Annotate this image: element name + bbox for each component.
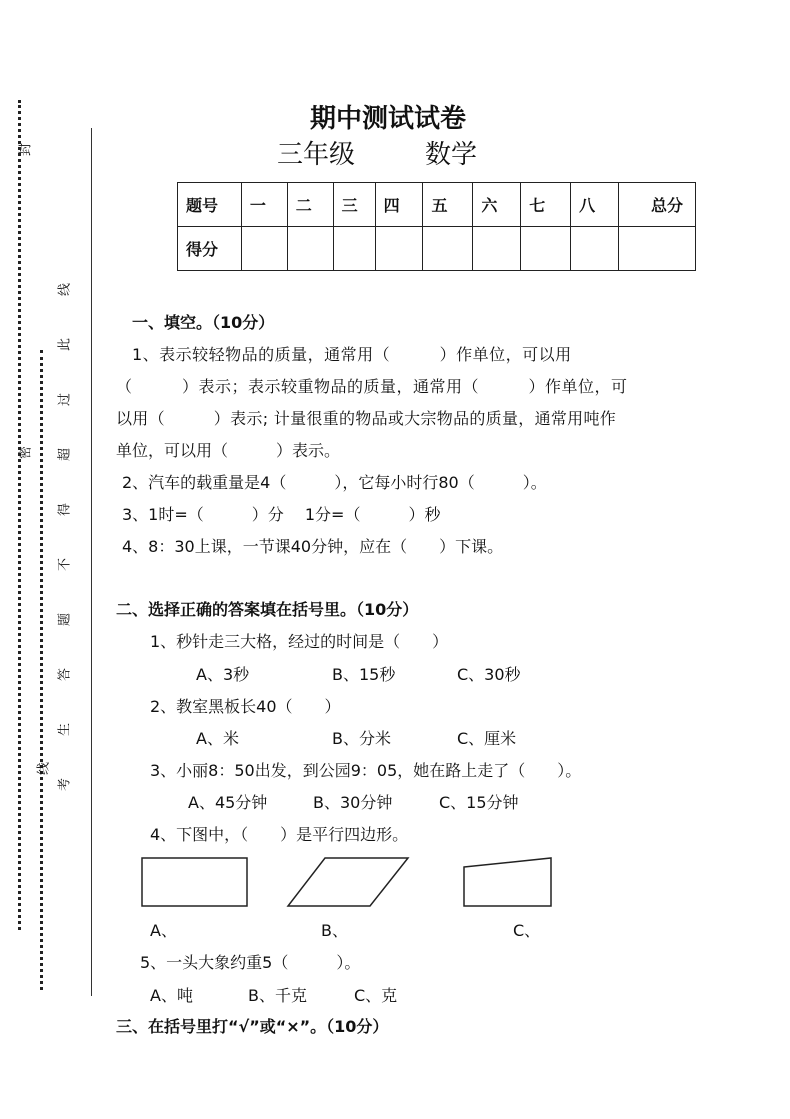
section2-q1-option-b: B、15秒 [332, 665, 396, 684]
score-blank-2[interactable] [287, 227, 333, 271]
section1-line-1: 1、表示较轻物品的质量，通常用（ ）作单位，可以用 [132, 345, 572, 364]
section1-line-6: 3、1时=（ ）分 1分=（ ）秒 [122, 505, 441, 524]
margin-char-4: 超 [57, 448, 73, 462]
margin-char-7: 题 [57, 613, 73, 627]
trapezoid-shape-c [464, 858, 551, 906]
margin-char-2: 此 [57, 338, 73, 352]
score-table-score-row [178, 227, 696, 271]
section2-q2-option-a: A、米 [196, 729, 239, 748]
margin-char-5: 得 [57, 503, 73, 517]
margin-char-feng: 封 [18, 143, 34, 157]
exam-grade: 三年级 [277, 140, 356, 170]
section1-line-7: 4、8：30上课，一节课40分钟，应在（ ）下课。 [122, 537, 504, 556]
score-cell-q4: 四 [375, 183, 423, 227]
section2-q3-option-b: B、30分钟 [313, 793, 393, 812]
margin-char-1: 线 [57, 283, 73, 297]
parallelogram-shape-b [288, 858, 408, 906]
score-blank-total[interactable] [619, 227, 696, 271]
score-cell-q1: 一 [241, 183, 287, 227]
margin-char-xian-middle: 线 [36, 762, 52, 776]
exam-title: 期中测试试卷 [310, 104, 467, 134]
binding-dotted-line-inner [40, 350, 46, 990]
section2-q2-option-b: B、分米 [332, 729, 391, 748]
score-table-header-row [178, 183, 696, 227]
section2-q2-option-c: C、厘米 [457, 729, 517, 748]
rectangle-shape-a [142, 858, 247, 906]
section2-q5-option-c: C、克 [354, 986, 398, 1005]
score-row-label: 得分 [178, 227, 242, 271]
q4-label-a: A、 [150, 921, 177, 940]
score-blank-4[interactable] [375, 227, 423, 271]
q4-label-c: C、 [513, 921, 541, 940]
section1-line-5: 2、汽车的载重量是4（ ），它每小时行80（ ）。 [122, 473, 547, 492]
section2-q3-option-a: A、45分钟 [188, 793, 268, 812]
margin-char-9: 生 [57, 723, 73, 737]
section1-line-4: 单位，可以用（ ）表示。 [116, 441, 341, 460]
margin-char-mi: 密 [18, 446, 34, 460]
section2-q2: 2、教室黑板长40（ ） [150, 697, 341, 716]
q4-shapes [130, 850, 570, 912]
binding-solid-line [91, 128, 92, 996]
score-cell-q6: 六 [473, 183, 521, 227]
score-cell-q3: 三 [333, 183, 375, 227]
section2-q5-option-a: A、吨 [150, 986, 193, 1005]
margin-char-6: 不 [57, 558, 73, 572]
section2-q3: 3、小丽8：50出发，到公园9：05，她在路上走了（ ）。 [150, 761, 582, 780]
q4-label-b: B、 [321, 921, 348, 940]
section2-q1: 1、秒针走三大格，经过的时间是（ ） [150, 632, 449, 651]
margin-char-3: 过 [57, 393, 73, 407]
binding-dotted-line-outer [18, 100, 24, 930]
section1-heading: 一、填空。（10分） [132, 313, 275, 332]
section2-q3-option-c: C、15分钟 [439, 793, 519, 812]
score-blank-3[interactable] [333, 227, 375, 271]
score-cell-q2: 二 [287, 183, 333, 227]
section2-heading: 二、选择正确的答案填在括号里。（10分） [116, 600, 419, 619]
section2-q5: 5、一头大象约重5（ ）。 [140, 953, 361, 972]
section2-q1-option-a: A、3秒 [196, 665, 250, 684]
score-cell-q8: 八 [571, 183, 619, 227]
score-table [177, 182, 696, 271]
section2-q5-option-b: B、千克 [248, 986, 307, 1005]
score-cell-total: 总分 [619, 183, 696, 227]
score-blank-7[interactable] [521, 227, 571, 271]
score-blank-8[interactable] [571, 227, 619, 271]
section3-heading: 三、在括号里打“√”或“×”。（10分） [116, 1017, 389, 1036]
exam-subject: 数学 [425, 140, 478, 170]
section2-q4: 4、下图中，（ ）是平行四边形。 [150, 825, 409, 844]
score-cell-q7: 七 [521, 183, 571, 227]
margin-char-10: 考 [57, 778, 73, 792]
section1-line-3: 以用（ ）表示; 计量很重的物品或大宗物品的质量，通常用吨作 [116, 409, 617, 428]
margin-char-8: 答 [57, 668, 73, 682]
score-blank-5[interactable] [423, 227, 473, 271]
score-blank-6[interactable] [473, 227, 521, 271]
section1-line-2: （ ）表示；表示较重物品的质量，通常用（ ）作单位，可 [116, 377, 628, 396]
score-cell-q5: 五 [423, 183, 473, 227]
section2-q1-option-c: C、30秒 [457, 665, 521, 684]
score-blank-1[interactable] [241, 227, 287, 271]
score-cell-label: 题号 [178, 183, 242, 227]
